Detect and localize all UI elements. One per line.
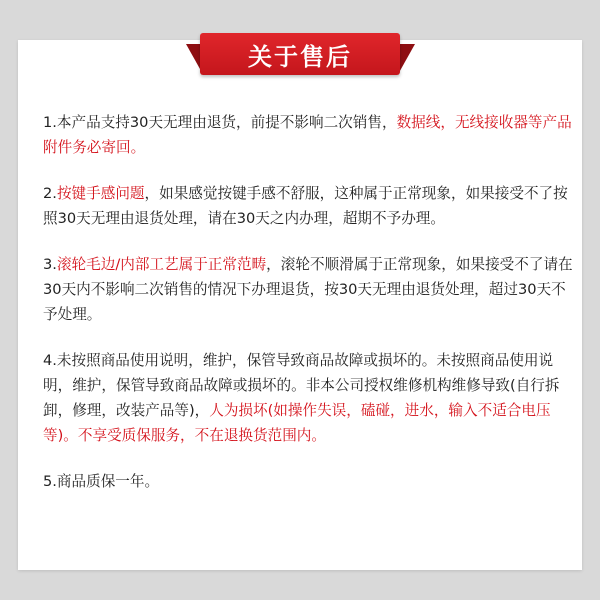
policy-text: 2.	[43, 185, 57, 202]
policy-text: ，滚轮不顺滑属于正常现象，如果接受不了请在30天内不影响二次销售的情况下办理退货，按30天无理由退货处理，超过30天不予处理。	[43, 256, 573, 323]
policy-text: ，如果感觉按键手感不舒服，这种属于正常现象，如果接受不了按照30天无理由退货处理，请在30天之内办理，超期不予办理。	[43, 185, 568, 227]
policy-highlight: 人为损坏(如操作失误，磕碰，进水，输入不适合电压等)。不享受质保服务，不在退换货范围内。	[43, 402, 551, 444]
page-title: 关于售后	[248, 42, 352, 71]
policy-paragraph-5	[43, 469, 573, 494]
policy-text: 4.未按照商品使用说明，维护，保管导致商品故障或损坏的。未按照商品使用说明，维护，保管导致商品故障或损坏的。非本公司授权维修机构维修导致(自行拆卸，修理，改装产品等)，	[43, 352, 560, 419]
after-sales-policy	[43, 110, 573, 515]
policy-paragraph-2	[43, 181, 573, 231]
page-title-banner	[200, 33, 400, 75]
policy-highlight: 按键手感问题	[56, 185, 145, 202]
policy-highlight: 滚轮毛边/内部工艺属于正常范畴	[56, 256, 267, 273]
policy-paragraph-4	[43, 348, 573, 448]
policy-highlight: 数据线，无线接收器等产品附件务必寄回。	[43, 114, 572, 156]
policy-text: 1.本产品支持30天无理由退货，前提不影响二次销售，	[43, 114, 397, 131]
policy-text: 5.商品质保一年。	[43, 473, 160, 490]
policy-paragraph-3	[43, 252, 573, 327]
policy-paragraph-1	[43, 110, 573, 160]
policy-text: 3.	[43, 256, 57, 273]
